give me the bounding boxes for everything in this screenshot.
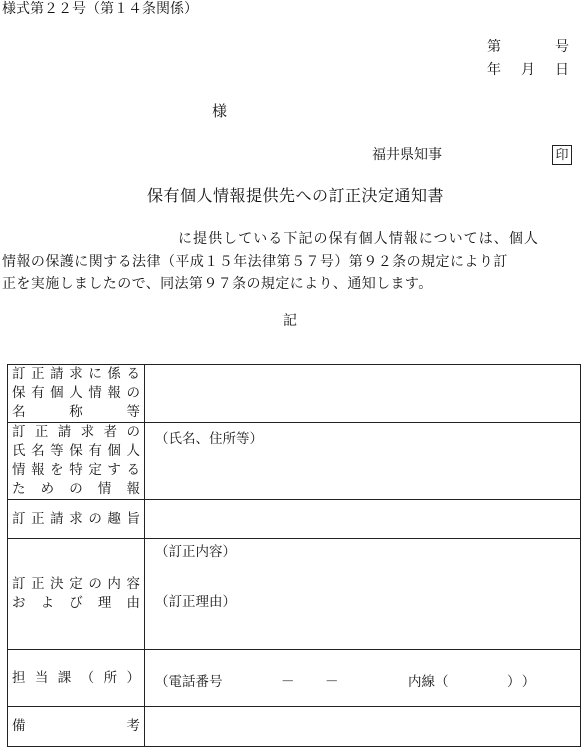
row-label — [8, 500, 145, 539]
row-label-line — [12, 403, 140, 422]
requester-info-note: （氏名、住所等） — [155, 431, 263, 447]
label-char: す — [107, 462, 121, 478]
label-char: 正 — [31, 510, 45, 527]
row-label — [8, 650, 145, 707]
label-char: 個 — [50, 385, 64, 401]
label-char: 担 — [12, 669, 26, 686]
document-number-line — [487, 40, 569, 54]
label-char: 者 — [103, 424, 118, 440]
label-char: 由 — [126, 595, 140, 611]
row-label-line — [12, 594, 140, 613]
row-label-line — [12, 669, 140, 688]
row-label-line — [12, 717, 140, 736]
label-char: （ — [80, 669, 95, 686]
label-char: 求 — [69, 510, 83, 527]
label-char: の — [126, 385, 140, 401]
label-char: の — [88, 576, 102, 592]
label-char: 訂 — [12, 424, 26, 440]
table-row — [8, 365, 581, 423]
label-char: 理 — [97, 595, 112, 611]
label-char: 等 — [126, 404, 140, 420]
label-char: 請 — [57, 424, 72, 440]
remarks-value — [145, 707, 581, 747]
body-line-3: 正を実施しましたので、同法第９７条の規定により、通知します。 — [2, 276, 433, 292]
date-line — [487, 63, 569, 77]
contact-value — [145, 650, 581, 707]
label-char: 容 — [126, 576, 140, 592]
row-label — [8, 707, 145, 747]
row-value — [145, 365, 581, 423]
addressee-suffix: 様 — [212, 102, 228, 120]
label-char: 報 — [126, 481, 140, 497]
label-char: 個 — [107, 443, 121, 459]
seal-box: 印 — [552, 145, 572, 165]
label-char: 課 — [57, 669, 72, 686]
extension-close: ）） — [507, 674, 544, 690]
label-char: 内 — [107, 576, 121, 592]
body-text — [2, 228, 574, 296]
label-char: の — [126, 424, 140, 440]
label-char: を — [50, 462, 64, 478]
label-char: ） — [126, 669, 140, 686]
row-label-line — [12, 442, 140, 461]
phone-line — [155, 668, 570, 688]
row-label — [8, 423, 145, 500]
label-char: 名 — [31, 443, 45, 459]
extension-label: 内線（ — [408, 674, 449, 690]
label-char: 訂 — [12, 576, 26, 592]
label-char: 定 — [69, 576, 83, 592]
label-char: 当 — [34, 669, 49, 686]
form-id: 様式第２２号（第１４条関係） — [2, 1, 198, 17]
label-char: 訂 — [12, 366, 26, 382]
label-char: 係 — [107, 366, 121, 382]
label-char: 定 — [88, 462, 102, 478]
label-char: 求 — [69, 366, 83, 382]
label-char: 等 — [50, 443, 64, 459]
label-char: お — [12, 595, 26, 611]
phone-dash-2: － — [325, 674, 339, 690]
date-year: 年 — [487, 62, 501, 78]
label-char: 決 — [50, 576, 64, 592]
label-char: る — [126, 366, 140, 382]
ki-heading: 記 — [283, 313, 297, 329]
document-title: 保有個人情報提供先への訂正決定通知書 — [147, 186, 445, 205]
label-char: の — [69, 481, 83, 497]
table-row — [8, 650, 581, 707]
label-char: 人 — [126, 443, 140, 459]
label-char: め — [40, 481, 55, 497]
label-char: 訂 — [12, 510, 26, 527]
body-line-1: に提供している下記の保有個人情報については、個人 — [178, 231, 539, 247]
issuer-name: 福井県知事 — [372, 147, 442, 163]
label-char: 請 — [50, 510, 64, 527]
decision-value — [145, 539, 581, 650]
label-char: 請 — [50, 366, 64, 382]
label-char: 特 — [69, 462, 83, 478]
row-label-line — [12, 384, 140, 403]
row-label-line — [12, 575, 140, 594]
label-char: 情 — [12, 462, 26, 478]
row-label-line — [12, 510, 140, 529]
row-label — [8, 365, 145, 423]
table-row — [8, 539, 581, 650]
label-char: 人 — [69, 385, 83, 401]
label-char: 所 — [103, 669, 118, 686]
label-char: 情 — [88, 385, 102, 401]
body-line-2: 情報の保護に関する法律（平成１５年法律第５７号）第９２条の規定により訂 — [2, 253, 508, 270]
date-month: 月 — [521, 62, 535, 78]
row-label-line — [12, 461, 140, 480]
label-char: 有 — [88, 443, 102, 459]
label-char: 報 — [31, 462, 45, 478]
decision-reason-note: （訂正理由） — [155, 594, 236, 610]
label-char: に — [88, 366, 102, 382]
date-day: 日 — [555, 62, 569, 78]
label-char: 旨 — [126, 510, 140, 527]
label-char: 備 — [12, 718, 26, 734]
form-table — [7, 364, 581, 747]
phone-label: （電話番号 — [155, 674, 223, 690]
requester-info-value — [145, 423, 581, 500]
label-char: 称 — [69, 404, 83, 420]
label-char: 保 — [12, 385, 26, 401]
label-char: 趣 — [107, 510, 121, 527]
table-row — [8, 707, 581, 747]
label-char: た — [12, 481, 26, 497]
label-char: 考 — [126, 718, 140, 734]
label-char: 有 — [31, 385, 45, 401]
label-char: 正 — [31, 366, 45, 382]
label-char: 報 — [107, 385, 121, 401]
table-row — [8, 423, 581, 500]
label-char: 氏 — [12, 443, 26, 459]
number-prefix: 第 — [487, 39, 501, 55]
number-suffix: 号 — [555, 39, 569, 55]
label-char: の — [88, 510, 102, 527]
label-char: 名 — [12, 404, 26, 420]
label-char: び — [69, 595, 83, 611]
phone-dash-1: － — [281, 674, 295, 690]
row-value — [145, 500, 581, 539]
label-char: 保 — [69, 443, 83, 459]
row-label — [8, 539, 145, 650]
row-label-line — [12, 423, 140, 442]
label-char: よ — [40, 595, 55, 611]
label-char: 正 — [31, 576, 45, 592]
label-char: 正 — [34, 424, 49, 440]
row-label-line — [12, 480, 140, 499]
decision-content-note: （訂正内容） — [155, 544, 236, 560]
table-row — [8, 500, 581, 539]
row-label-line — [12, 365, 140, 384]
label-char: 求 — [80, 424, 95, 440]
label-char: る — [126, 462, 140, 478]
label-char: 情 — [97, 481, 112, 497]
